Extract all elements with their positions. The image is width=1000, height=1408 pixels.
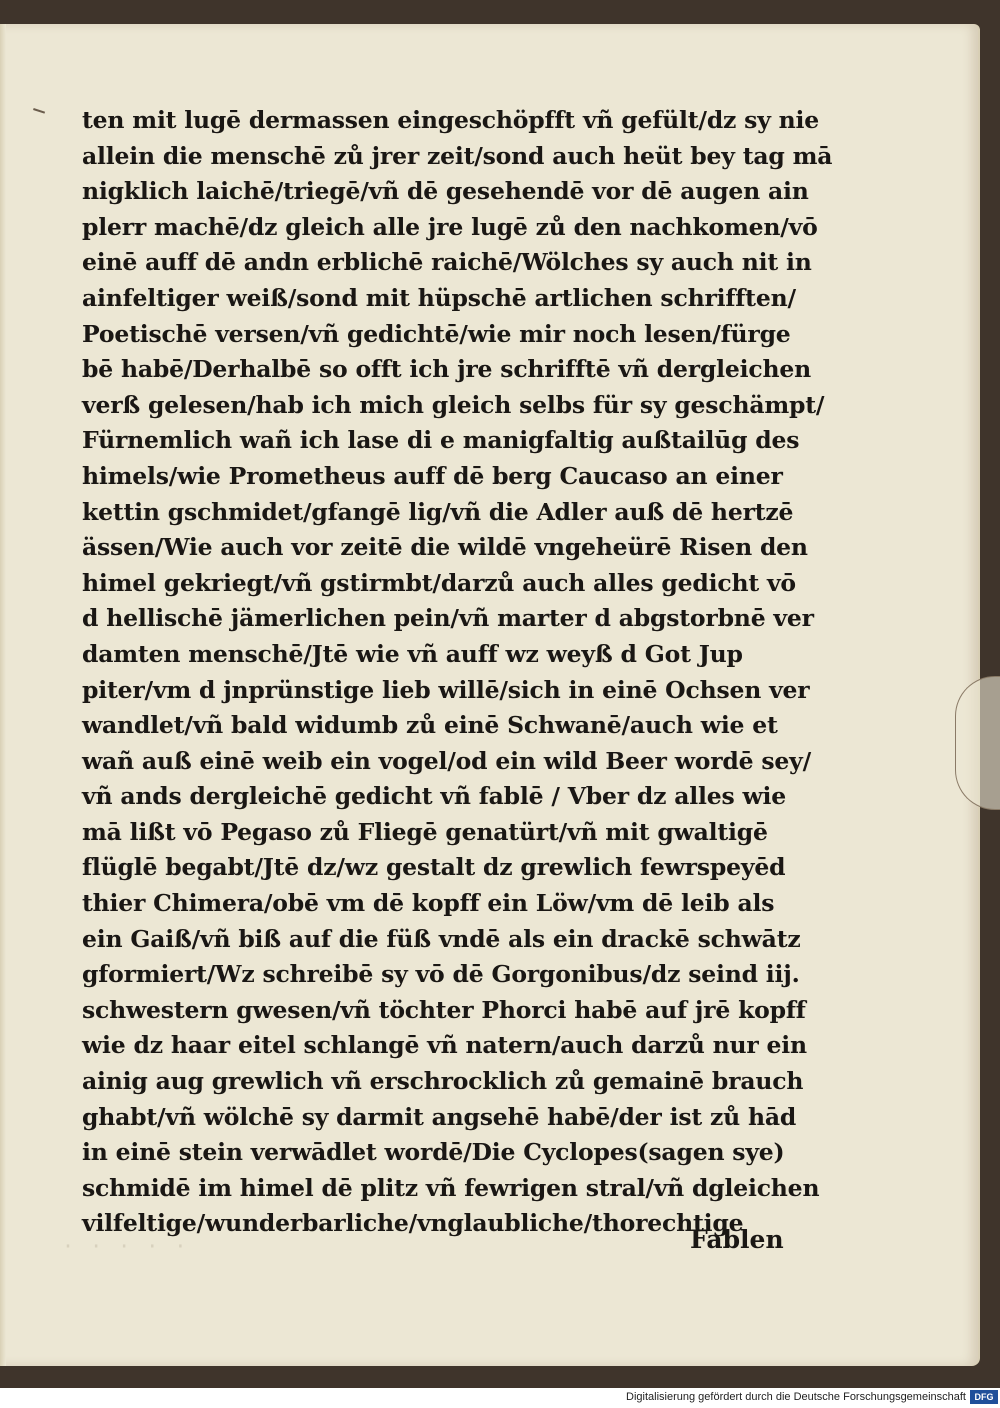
footer-bar	[0, 1388, 1000, 1408]
text-line: bē habē/Derhalbē so offt ich jre schrifftē vñ dergleichen	[82, 355, 811, 384]
text-line: ässen/Wie auch vor zeitē die wildē vngeheürē Risen den	[82, 533, 808, 562]
text-line: in einē stein verwādlet wordē/Die Cyclopes(sagen sye)	[82, 1138, 785, 1167]
text-line: ainig aug grewlich vñ erschrocklich zů gemainē brauch	[82, 1067, 804, 1096]
text-line: ainfeltiger weiß/sond mit hüpschē artlichen schrifften/	[82, 283, 796, 312]
text-line: piter/vm d jnprünstige lieb willē/sich in einē Ochsen ver	[82, 675, 810, 704]
main-text-block	[82, 103, 833, 1242]
text-line: wandlet/vñ bald widumb zů einē Schwanē/auch wie et	[82, 711, 778, 740]
text-line: ein Gaiß/vñ biß auf die füß vndē als ein drackē schwātz	[82, 924, 801, 953]
text-line: d hellischē jämerlichen pein/vñ marter d abgstorbnē ver	[82, 604, 814, 633]
text-line: thier Chimera/obē vm dē kopff ein Löw/vm dē leib als	[82, 889, 775, 918]
catchword: Fablen	[690, 1225, 784, 1254]
text-line: einē auff dē andn erblichē raichē/Wölches sy auch nit in	[82, 248, 812, 277]
text-line: ghabt/vñ wölchē sy darmit angsehē habē/der ist zů hād	[82, 1102, 797, 1131]
text-line: vilfeltige/wunderbarliche/vnglaubliche/thorechtige	[82, 1209, 744, 1238]
text-line: allein die menschē zů jrer zeit/sond auch heüt bey tag mā	[82, 141, 833, 170]
text-line: himels/wie Prometheus auff dē berg Caucaso an einer	[82, 461, 783, 490]
dfg-logo-icon: DFG	[970, 1390, 998, 1404]
funding-notice: Digitalisierung gefördert durch die Deutsche Forschungsgemeinschaft	[626, 1391, 966, 1403]
text-line: damten menschē/Jtē wie vñ auff wz weyß d Got Jup	[82, 639, 743, 668]
text-line: wie dz haar eitel schlangē vñ natern/auch darzů nur ein	[82, 1031, 807, 1060]
text-line: himel gekriegt/vñ gstirmbt/darzů auch alles gedicht vō	[82, 568, 796, 597]
page-inner-edge	[0, 24, 6, 1366]
text-line: Poetischē versen/vñ gedichtē/wie mir noch lesen/fürge	[82, 319, 791, 348]
text-line: plerr machē/dz gleich alle jre lugē zů den nachkomen/vō	[82, 212, 818, 241]
faded-stamp: · · · · ·	[62, 1234, 189, 1258]
text-line: kettin gschmidet/gfangē lig/vñ die Adler auß dē hertzē	[82, 497, 794, 526]
text-line: wañ auß einē weib ein vogel/od ein wild Beer wordē sey/	[82, 746, 811, 775]
text-line: Fürnemlich wañ ich lase di e manigfaltig außtailūg des	[82, 426, 800, 455]
text-line: schwestern gwesen/vñ töchter Phorci habē auf jrē kopff	[82, 995, 806, 1024]
text-line: schmidē im himel dē plitz vñ fewrigen stral/vñ dgleichen	[82, 1173, 820, 1202]
text-line: nigklich laichē/triegē/vñ dē gesehendē vor dē augen ain	[82, 177, 809, 206]
text-line: ten mit lugē dermassen eingeschöpfft vñ gefült/dz sy nie	[82, 106, 820, 134]
clip-tab-decoration	[955, 676, 1000, 810]
text-line: vñ ands dergleichē gedicht vñ fablē / Vber dz alles wie	[82, 782, 786, 811]
text-line: flüglē begabt/Jtē dz/wz gestalt dz grewlich fewrspeyēd	[82, 853, 786, 882]
text-line: verß gelesen/hab ich mich gleich selbs für sy geschämpt/	[82, 390, 825, 419]
text-line: mā lißt vō Pegaso zů Fliegē genatürt/vñ mit gwaltigē	[82, 817, 768, 846]
text-line: gformiert/Wz schreibē sy vō dē Gorgonibus/dz seind iij.	[82, 960, 800, 989]
